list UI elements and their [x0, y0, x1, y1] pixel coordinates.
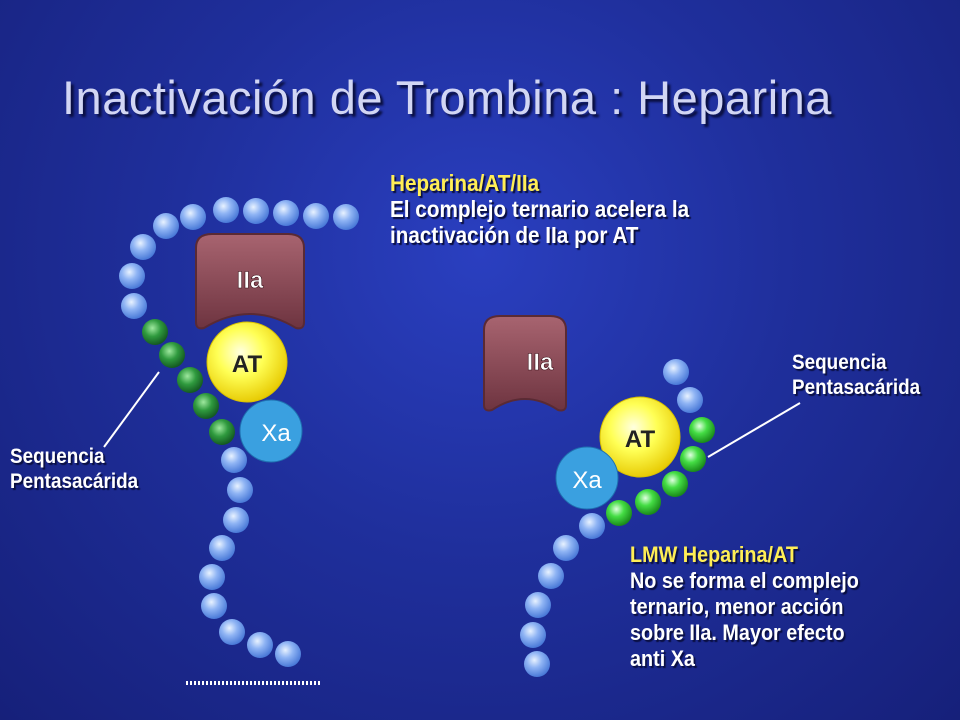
heparin-unit: [275, 641, 301, 667]
ternary-complex-heading: Heparina/AT/IIa: [390, 170, 540, 196]
ternary-complex-line-2: inactivación de IIa por AT: [390, 222, 639, 248]
heparin-unit: [180, 204, 206, 230]
heparin-unit: [243, 198, 269, 224]
heparin-unit: [520, 622, 546, 648]
left-factor-xa-label: Xa: [261, 420, 291, 447]
right-thrombin-shape: [484, 316, 566, 410]
heparin-unit: [199, 564, 225, 590]
right-pentasaccharide-label-line-1: Sequencia: [792, 351, 887, 374]
heparin-unit: [130, 234, 156, 260]
heparin-unit: [303, 203, 329, 229]
lmw-heparin-text: [630, 542, 859, 672]
right-pentasaccharide-label-line-2: Pentasacárida: [792, 376, 921, 399]
lmw-heparin-line-4: anti Xa: [630, 646, 695, 671]
heparin-unit: [677, 387, 703, 413]
pentasaccharide-unit: [177, 367, 203, 393]
ternary-complex-text: [390, 170, 689, 248]
heparin-unit: [273, 200, 299, 226]
left-pentasaccharide-label-line-2: Pentasacárida: [10, 470, 139, 493]
heparin-unit: [333, 204, 359, 230]
pentasaccharide-unit: [662, 471, 688, 497]
heparin-unit: [119, 263, 145, 289]
heparin-unit: [209, 535, 235, 561]
heparin-unit: [121, 293, 147, 319]
pentasaccharide-unit: [689, 417, 715, 443]
pentasaccharide-unit: [606, 500, 632, 526]
slide-title: Inactivación de Trombina : Heparina: [62, 71, 832, 124]
lmw-heparin-line-3: sobre IIa. Mayor efecto: [630, 620, 845, 645]
right-antithrombin-label: AT: [624, 426, 656, 453]
lmw-heparin-heading: LMW Heparina/AT: [630, 542, 798, 567]
right-pentasaccharide-pointer: [708, 403, 800, 457]
left-pentasaccharide-label-line-1: Sequencia: [10, 445, 105, 468]
right-thrombin-label: IIa: [526, 349, 554, 376]
pentasaccharide-unit: [159, 342, 185, 368]
pentasaccharide-unit: [193, 393, 219, 419]
left-pentasaccharide-pointer: [104, 372, 159, 447]
pentasaccharide-unit: [635, 489, 661, 515]
heparin-unit: [219, 619, 245, 645]
heparin-unit: [201, 593, 227, 619]
heparin-unit: [524, 651, 550, 677]
heparin-unit: [153, 213, 179, 239]
heparin-unit: [247, 632, 273, 658]
lmw-heparin-line-2: ternario, menor acción: [630, 594, 844, 619]
left-antithrombin-label: AT: [231, 351, 263, 378]
right-pentasaccharide-label: [792, 350, 920, 400]
heparin-unit: [538, 563, 564, 589]
heparin-unit: [525, 592, 551, 618]
heparin-unit: [553, 535, 579, 561]
pentasaccharide-unit: [209, 419, 235, 445]
heparin-unit: [213, 197, 239, 223]
left-thrombin-label: IIa: [236, 267, 264, 294]
ternary-complex-line-1: El complejo ternario acelera la: [390, 196, 690, 222]
heparin-unit: [221, 447, 247, 473]
heparin-unit: [227, 477, 253, 503]
heparin-unit: [223, 507, 249, 533]
pentasaccharide-unit: [680, 446, 706, 472]
pentasaccharide-unit: [142, 319, 168, 345]
lmw-heparin-line-1: No se forma el complejo: [630, 568, 859, 593]
right-factor-xa-label: Xa: [572, 467, 602, 494]
heparin-unit: [663, 359, 689, 385]
left-pentasaccharide-label: [10, 444, 138, 494]
heparin-unit: [579, 513, 605, 539]
